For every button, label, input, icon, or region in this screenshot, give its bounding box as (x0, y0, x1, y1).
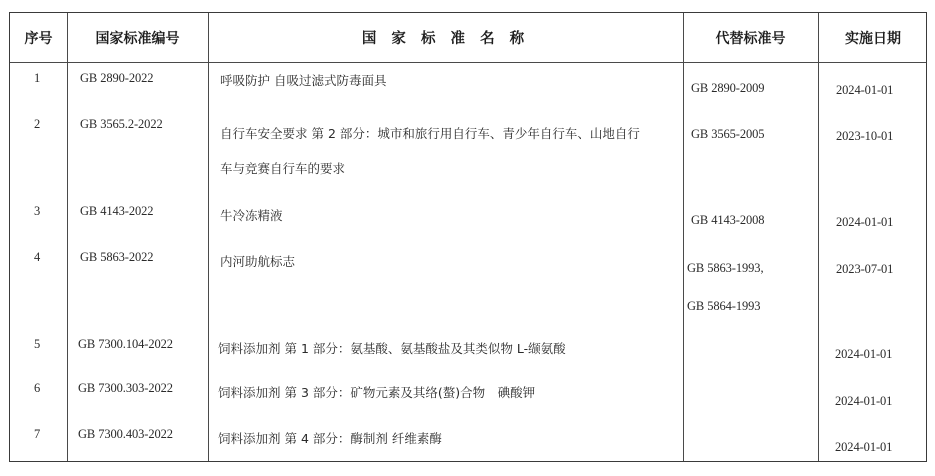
row-3-seq: 3 (34, 204, 41, 218)
row-5-name: 饲料添加剂 第 1 部分：氨基酸、氨基酸盐及其类似物 L-缬氨酸 (218, 341, 566, 356)
row-4-code: GB 5863-2022 (80, 250, 154, 264)
row-1-seq: 1 (34, 71, 41, 85)
row-2-name-line-1: 自行车安全要求 第 2 部分：城市和旅行用自行车、青少年自行车、山地自行 (220, 126, 640, 141)
header-standard-code: 国家标准编号 (95, 30, 180, 47)
row-3-name: 牛冷冻精液 (220, 208, 283, 223)
header-replaced-standard: 代替标准号 (715, 30, 786, 47)
row-6-date: 2024-01-01 (835, 394, 893, 408)
row-7-code: GB 7300.403-2022 (78, 427, 173, 441)
header-divider (10, 62, 926, 63)
row-5-code: GB 7300.104-2022 (78, 337, 173, 351)
column-divider (818, 13, 819, 461)
row-2-code: GB 3565.2-2022 (80, 117, 163, 131)
row-4-name: 内河助航标志 (220, 254, 296, 269)
row-1-replaces: GB 2890-2009 (691, 81, 765, 95)
row-3-date: 2024-01-01 (836, 215, 894, 229)
row-4-replaces-line-1: GB 5863-1993, (687, 261, 764, 275)
row-2-date: 2023-10-01 (836, 129, 894, 143)
row-5-seq: 5 (34, 337, 41, 351)
row-2-name-line-2: 车与竞赛自行车的要求 (220, 161, 346, 176)
row-6-name: 饲料添加剂 第 3 部分：矿物元素及其络(螯)合物 碘酸钾 (218, 385, 536, 400)
standards-table (9, 12, 927, 462)
header-implementation-date: 实施日期 (845, 30, 901, 47)
row-2-replaces: GB 3565-2005 (691, 127, 765, 141)
row-6-seq: 6 (34, 381, 41, 395)
row-4-date: 2023-07-01 (836, 262, 894, 276)
header-standard-name: 国 家 标 准 名 称 (361, 31, 530, 47)
row-4-seq: 4 (34, 250, 41, 264)
row-4-replaces-line-2: GB 5864-1993 (687, 299, 761, 313)
row-5-date: 2024-01-01 (835, 347, 893, 361)
column-divider (683, 13, 684, 461)
row-7-seq: 7 (34, 427, 41, 441)
row-2-seq: 2 (34, 117, 41, 131)
row-7-date: 2024-01-01 (835, 440, 893, 454)
row-3-replaces: GB 4143-2008 (691, 213, 765, 227)
column-divider (208, 13, 209, 461)
column-divider (67, 13, 68, 461)
header-seq: 序号 (24, 30, 53, 47)
row-6-code: GB 7300.303-2022 (78, 381, 173, 395)
row-1-name: 呼吸防护 自吸过滤式防毒面具 (220, 73, 387, 88)
row-3-code: GB 4143-2022 (80, 204, 154, 218)
row-7-name: 饲料添加剂 第 4 部分：酶制剂 纤维素酶 (218, 431, 442, 446)
row-1-code: GB 2890-2022 (80, 71, 154, 85)
row-1-date: 2024-01-01 (836, 83, 894, 97)
